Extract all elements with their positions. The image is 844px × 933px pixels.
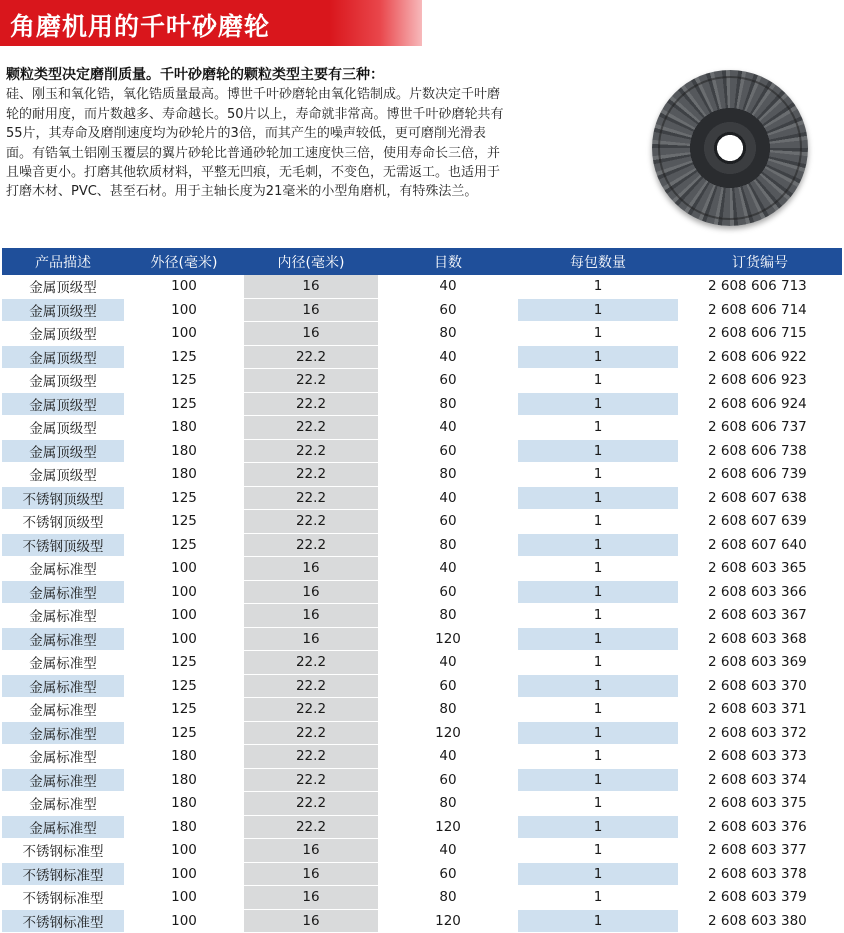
cell-pack-quantity: 1 [518, 487, 678, 511]
header-outer-diameter: 外径(毫米) [124, 248, 244, 275]
cell-outer-diameter: 100 [124, 581, 244, 605]
cell-outer-diameter: 180 [124, 769, 244, 793]
cell-description: 不锈钢标准型 [2, 910, 124, 933]
cell-pack-quantity: 1 [518, 792, 678, 816]
cell-pack-quantity: 1 [518, 839, 678, 863]
table-row [2, 675, 842, 699]
cell-outer-diameter: 125 [124, 534, 244, 558]
cell-grit: 40 [378, 275, 518, 299]
cell-description: 不锈钢标准型 [2, 886, 124, 910]
cell-pack-quantity: 1 [518, 393, 678, 417]
cell-outer-diameter: 100 [124, 299, 244, 323]
cell-description: 金属标准型 [2, 792, 124, 816]
table-row [2, 440, 842, 464]
cell-pack-quantity: 1 [518, 910, 678, 933]
table-row [2, 275, 842, 299]
cell-description: 金属顶级型 [2, 346, 124, 370]
cell-outer-diameter: 125 [124, 675, 244, 699]
cell-outer-diameter: 100 [124, 275, 244, 299]
cell-order-number: 2 608 607 639 [678, 510, 842, 534]
cell-grit: 60 [378, 510, 518, 534]
cell-pack-quantity: 1 [518, 510, 678, 534]
cell-pack-quantity: 1 [518, 463, 678, 487]
table-row [2, 604, 842, 628]
intro-lead: 颗粒类型决定磨削质量。千叶砂磨轮的颗粒类型主要有三种： [6, 66, 506, 85]
table-row [2, 487, 842, 511]
table-row [2, 628, 842, 652]
cell-outer-diameter: 125 [124, 487, 244, 511]
cell-description: 金属顶级型 [2, 299, 124, 323]
cell-description: 金属顶级型 [2, 463, 124, 487]
cell-pack-quantity: 1 [518, 769, 678, 793]
cell-grit: 80 [378, 604, 518, 628]
cell-inner-diameter: 16 [244, 275, 378, 299]
cell-outer-diameter: 180 [124, 816, 244, 840]
table-row [2, 792, 842, 816]
cell-description: 金属标准型 [2, 675, 124, 699]
cell-grit: 60 [378, 369, 518, 393]
cell-pack-quantity: 1 [518, 745, 678, 769]
cell-grit: 40 [378, 839, 518, 863]
cell-inner-diameter: 22.2 [244, 745, 378, 769]
cell-grit: 80 [378, 792, 518, 816]
cell-inner-diameter: 22.2 [244, 769, 378, 793]
table-row [2, 534, 842, 558]
cell-order-number: 2 608 603 370 [678, 675, 842, 699]
cell-order-number: 2 608 606 738 [678, 440, 842, 464]
cell-pack-quantity: 1 [518, 863, 678, 887]
cell-outer-diameter: 100 [124, 839, 244, 863]
header-order-number: 订货编号 [678, 248, 842, 275]
cell-inner-diameter: 22.2 [244, 393, 378, 417]
cell-order-number: 2 608 603 374 [678, 769, 842, 793]
cell-order-number: 2 608 603 373 [678, 745, 842, 769]
flap-disc-image [652, 70, 808, 226]
cell-inner-diameter: 22.2 [244, 463, 378, 487]
cell-outer-diameter: 100 [124, 910, 244, 933]
cell-pack-quantity: 1 [518, 675, 678, 699]
cell-pack-quantity: 1 [518, 581, 678, 605]
header-description: 产品描述 [2, 248, 124, 275]
table-row [2, 557, 842, 581]
cell-grit: 40 [378, 651, 518, 675]
cell-grit: 60 [378, 440, 518, 464]
cell-description: 金属顶级型 [2, 322, 124, 346]
cell-description: 金属标准型 [2, 557, 124, 581]
cell-description: 金属顶级型 [2, 440, 124, 464]
cell-inner-diameter: 16 [244, 628, 378, 652]
cell-outer-diameter: 100 [124, 886, 244, 910]
header-pack-quantity: 每包数量 [518, 248, 678, 275]
cell-outer-diameter: 125 [124, 369, 244, 393]
cell-grit: 80 [378, 886, 518, 910]
cell-order-number: 2 608 603 371 [678, 698, 842, 722]
header-inner-diameter: 内径(毫米) [244, 248, 378, 275]
cell-grit: 40 [378, 416, 518, 440]
cell-grit: 80 [378, 322, 518, 346]
cell-order-number: 2 608 603 376 [678, 816, 842, 840]
table-row [2, 322, 842, 346]
cell-order-number: 2 608 606 713 [678, 275, 842, 299]
cell-inner-diameter: 16 [244, 863, 378, 887]
cell-grit: 40 [378, 557, 518, 581]
cell-grit: 60 [378, 863, 518, 887]
table-row [2, 369, 842, 393]
cell-grit: 60 [378, 675, 518, 699]
cell-order-number: 2 608 606 924 [678, 393, 842, 417]
cell-inner-diameter: 16 [244, 604, 378, 628]
cell-outer-diameter: 100 [124, 628, 244, 652]
table-row [2, 346, 842, 370]
cell-inner-diameter: 22.2 [244, 369, 378, 393]
cell-outer-diameter: 125 [124, 722, 244, 746]
cell-outer-diameter: 180 [124, 440, 244, 464]
cell-inner-diameter: 22.2 [244, 722, 378, 746]
cell-grit: 80 [378, 393, 518, 417]
cell-outer-diameter: 180 [124, 792, 244, 816]
cell-order-number: 2 608 606 923 [678, 369, 842, 393]
cell-pack-quantity: 1 [518, 322, 678, 346]
cell-grit: 40 [378, 745, 518, 769]
cell-pack-quantity: 1 [518, 722, 678, 746]
cell-inner-diameter: 22.2 [244, 487, 378, 511]
cell-inner-diameter: 22.2 [244, 651, 378, 675]
cell-grit: 40 [378, 346, 518, 370]
cell-description: 金属标准型 [2, 722, 124, 746]
table-row [2, 769, 842, 793]
cell-pack-quantity: 1 [518, 275, 678, 299]
cell-pack-quantity: 1 [518, 369, 678, 393]
cell-order-number: 2 608 607 638 [678, 487, 842, 511]
cell-outer-diameter: 180 [124, 745, 244, 769]
cell-grit: 80 [378, 534, 518, 558]
cell-pack-quantity: 1 [518, 416, 678, 440]
cell-description: 不锈钢顶级型 [2, 534, 124, 558]
cell-order-number: 2 608 603 380 [678, 910, 842, 933]
cell-description: 不锈钢顶级型 [2, 487, 124, 511]
table-row [2, 651, 842, 675]
cell-pack-quantity: 1 [518, 628, 678, 652]
cell-outer-diameter: 125 [124, 651, 244, 675]
table-row [2, 910, 842, 933]
table-row [2, 886, 842, 910]
cell-grit: 120 [378, 910, 518, 933]
cell-order-number: 2 608 603 372 [678, 722, 842, 746]
cell-grit: 120 [378, 816, 518, 840]
cell-description: 不锈钢标准型 [2, 839, 124, 863]
cell-description: 金属标准型 [2, 816, 124, 840]
cell-outer-diameter: 100 [124, 557, 244, 581]
table-row [2, 416, 842, 440]
cell-inner-diameter: 16 [244, 910, 378, 933]
cell-outer-diameter: 125 [124, 393, 244, 417]
cell-pack-quantity: 1 [518, 534, 678, 558]
table-row [2, 816, 842, 840]
cell-inner-diameter: 22.2 [244, 534, 378, 558]
cell-description: 不锈钢标准型 [2, 863, 124, 887]
cell-description: 金属顶级型 [2, 275, 124, 299]
cell-order-number: 2 608 606 737 [678, 416, 842, 440]
cell-order-number: 2 608 603 375 [678, 792, 842, 816]
cell-description: 金属顶级型 [2, 416, 124, 440]
cell-description: 金属标准型 [2, 651, 124, 675]
cell-grit: 60 [378, 581, 518, 605]
table-header-row [2, 248, 842, 275]
cell-order-number: 2 608 606 715 [678, 322, 842, 346]
cell-inner-diameter: 22.2 [244, 816, 378, 840]
page-title: 角磨机用的千叶砂磨轮 [10, 7, 270, 43]
cell-pack-quantity: 1 [518, 816, 678, 840]
cell-pack-quantity: 1 [518, 604, 678, 628]
cell-grit: 60 [378, 299, 518, 323]
cell-inner-diameter: 16 [244, 886, 378, 910]
cell-inner-diameter: 22.2 [244, 346, 378, 370]
cell-description: 不锈钢顶级型 [2, 510, 124, 534]
header-grit: 目数 [378, 248, 518, 275]
table-row [2, 581, 842, 605]
cell-pack-quantity: 1 [518, 557, 678, 581]
cell-description: 金属标准型 [2, 628, 124, 652]
cell-inner-diameter: 16 [244, 299, 378, 323]
cell-outer-diameter: 180 [124, 463, 244, 487]
cell-order-number: 2 608 603 369 [678, 651, 842, 675]
cell-inner-diameter: 22.2 [244, 698, 378, 722]
cell-pack-quantity: 1 [518, 299, 678, 323]
cell-order-number: 2 608 603 365 [678, 557, 842, 581]
title-banner [0, 0, 422, 46]
cell-grit: 40 [378, 487, 518, 511]
cell-order-number: 2 608 606 739 [678, 463, 842, 487]
table-row [2, 722, 842, 746]
cell-grit: 60 [378, 769, 518, 793]
cell-inner-diameter: 16 [244, 557, 378, 581]
cell-outer-diameter: 100 [124, 604, 244, 628]
cell-outer-diameter: 100 [124, 322, 244, 346]
cell-order-number: 2 608 603 368 [678, 628, 842, 652]
intro-body: 硅、刚玉和氧化锆，氧化锆质量最高。博世千叶砂磨轮由氧化锆制成。片数决定千叶磨轮的耐用度，而片数越多、寿命越长。50片以上，寿命就非常高。博世千叶砂磨轮共有55片，其寿命及磨削速度均为砂轮片的3倍，而其产生的噪声较低，更可磨削光滑表面。有锆氧土铝刚玉覆层的翼片砂轮比普通砂轮加工速度快三倍，使用寿命长三倍，并且噪音更小。打磨其他软质材料，平整无凹痕，无毛刺，不变色，无需返工。也适用于打磨木材、PVC、甚至石材。用于主轴长度为21毫米的小型角磨机，有特殊法兰。 [6, 87, 504, 199]
cell-order-number: 2 608 606 714 [678, 299, 842, 323]
cell-outer-diameter: 180 [124, 416, 244, 440]
cell-inner-diameter: 22.2 [244, 675, 378, 699]
cell-pack-quantity: 1 [518, 440, 678, 464]
cell-order-number: 2 608 603 366 [678, 581, 842, 605]
table-row [2, 839, 842, 863]
cell-order-number: 2 608 606 922 [678, 346, 842, 370]
cell-description: 金属标准型 [2, 604, 124, 628]
cell-inner-diameter: 16 [244, 322, 378, 346]
cell-inner-diameter: 16 [244, 581, 378, 605]
cell-order-number: 2 608 603 378 [678, 863, 842, 887]
cell-description: 金属顶级型 [2, 369, 124, 393]
cell-outer-diameter: 100 [124, 863, 244, 887]
cell-order-number: 2 608 603 379 [678, 886, 842, 910]
table-row [2, 463, 842, 487]
cell-inner-diameter: 16 [244, 839, 378, 863]
cell-description: 金属标准型 [2, 769, 124, 793]
cell-inner-diameter: 22.2 [244, 792, 378, 816]
cell-order-number: 2 608 607 640 [678, 534, 842, 558]
cell-outer-diameter: 125 [124, 698, 244, 722]
intro-text [6, 66, 506, 202]
table-row [2, 745, 842, 769]
table-row [2, 863, 842, 887]
product-table [2, 248, 842, 933]
cell-grit: 120 [378, 628, 518, 652]
cell-pack-quantity: 1 [518, 886, 678, 910]
cell-inner-diameter: 22.2 [244, 416, 378, 440]
cell-grit: 80 [378, 698, 518, 722]
cell-inner-diameter: 22.2 [244, 510, 378, 534]
cell-description: 金属顶级型 [2, 393, 124, 417]
cell-order-number: 2 608 603 367 [678, 604, 842, 628]
cell-description: 金属标准型 [2, 698, 124, 722]
cell-pack-quantity: 1 [518, 346, 678, 370]
cell-order-number: 2 608 603 377 [678, 839, 842, 863]
table-row [2, 698, 842, 722]
cell-grit: 80 [378, 463, 518, 487]
table-row [2, 299, 842, 323]
cell-pack-quantity: 1 [518, 651, 678, 675]
cell-inner-diameter: 22.2 [244, 440, 378, 464]
cell-outer-diameter: 125 [124, 510, 244, 534]
cell-description: 金属标准型 [2, 581, 124, 605]
table-row [2, 393, 842, 417]
cell-pack-quantity: 1 [518, 698, 678, 722]
cell-description: 金属标准型 [2, 745, 124, 769]
table-row [2, 510, 842, 534]
cell-grit: 120 [378, 722, 518, 746]
cell-outer-diameter: 125 [124, 346, 244, 370]
